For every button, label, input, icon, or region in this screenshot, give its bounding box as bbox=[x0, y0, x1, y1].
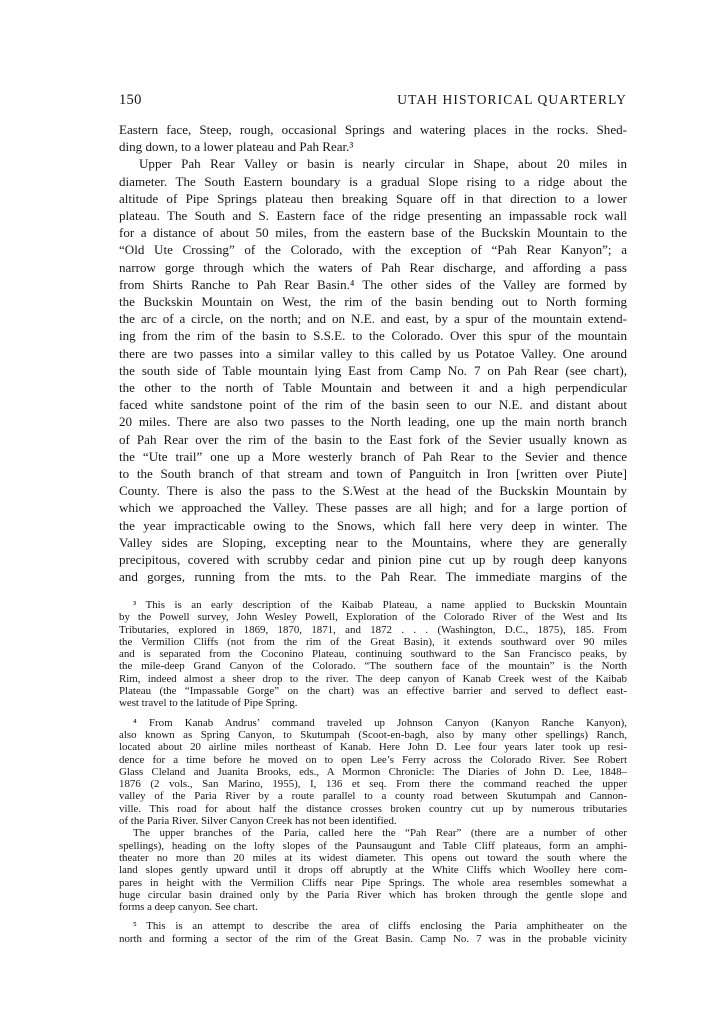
body-line: ding down, to a lower plateau and Pah Rear.³ bbox=[119, 139, 354, 155]
footnote-line: the mile-deep Grand Canyon of the Colorado. “The southern face of the mountain” is the North bbox=[119, 660, 627, 673]
body-line: the Buckskin Mountain on West, the rim of the basin bending out to North forming bbox=[119, 294, 627, 310]
body-line: for a distance of about 50 miles, from the eastern base of the Buckskin Mountain to the bbox=[119, 225, 627, 241]
footnote-line: Rim, indeed almost a sheer drop to the river. The deep canyon of Kanab Creek west of the Kaibab bbox=[119, 672, 627, 685]
footnote-line: 1876 (2 vols., San Marino, 1955), I, 136 et seq. From there the command reached the upper bbox=[119, 778, 627, 791]
footnote-line: theater no more than 20 miles at its widest diameter. This opens out toward the south where the bbox=[119, 851, 627, 864]
body-line: Upper Pah Rear Valley or basin is nearly circular in Shape, about 20 miles in bbox=[139, 156, 627, 172]
body-line: which we approached the Valley. These passes are all high; and for a large portion of bbox=[119, 500, 627, 516]
body-line: there are two passes into a similar valley to this called by us Potatoe Valley. One around bbox=[119, 345, 627, 361]
footnote-line: Tributaries, explored in 1869, 1870, 1871, and 1872 . . . (Washington, D.C., 1875), 185. From bbox=[119, 623, 627, 636]
footnote-line: also known as Spring Canyon, to Skutumpah (Scoot-en-bagh, also by many other spellings) Ranch, bbox=[119, 728, 627, 741]
footnote-3 bbox=[119, 599, 627, 710]
body-line: County. There is also the pass to the S.West at the head of the Buckskin Mountain by bbox=[119, 483, 627, 499]
footnote-line: by the Powell survey, John Wesley Powell, Exploration of the Colorado River of the West and Its bbox=[119, 611, 627, 624]
body-line: “Old Ute Crossing” of the Colorado, with the exception of “Pah Rear Kanyon”; a bbox=[119, 242, 627, 258]
body-line: the “Ute trail” one up a More westerly branch of Pah Rear to the Sevier and thence bbox=[119, 448, 627, 464]
body-line: the other to the north of Table Mountain and between it and a high perpendicular bbox=[119, 380, 627, 396]
body-line: from Shirts Ranche to Pah Rear Basin.⁴ The other sides of the Valley are formed by bbox=[119, 276, 627, 292]
body-line: precipitous, covered with scrubby cedar and pinion pine cut up by rough deep kanyons bbox=[119, 552, 627, 568]
footnote-line: dence for a time before he moved on to open Lee’s Ferry across the Colorado River. See Robert bbox=[119, 753, 627, 766]
footnote-line: ⁵ This is an attempt to describe the area of cliffs enclosing the Paria amphitheater on the bbox=[133, 920, 627, 933]
body-line: to the South branch of that stream and town of Panguitch in Iron [written over Piute] bbox=[119, 466, 627, 482]
footnote-gap bbox=[119, 913, 627, 920]
body-line: the arc of a circle, on the north; and on N.E. and east, by a spur of the mountain extend- bbox=[119, 311, 627, 327]
footnote-line: located about 20 airline miles northeast of Kanab. Here John D. Lee four years later took up resi- bbox=[119, 741, 627, 754]
body-line: ing from the rim of the basin to S.S.E. to the Colorado. Over this spur of the mountain bbox=[119, 328, 627, 344]
body-line: the year impracticable owing to the Snows, which fall here very deep in winter. The bbox=[119, 517, 627, 533]
body-line: plateau. The South and S. Eastern face of the ridge presenting an impassable rock wall bbox=[119, 208, 627, 224]
footnote-line: ville. This road for about half the distance crosses broken country cut up by numerous tributaries bbox=[119, 802, 627, 815]
footnote-line: valley of the Paria River by a route parallel to a county road between Skutumpah and Cannon- bbox=[119, 790, 627, 803]
footnote-4 bbox=[119, 717, 627, 914]
page-number: 150 bbox=[119, 92, 142, 108]
footnote-line: and is separated from the Coconino Plateau, continuing southward to the San Francisco peaks, by bbox=[119, 648, 627, 661]
footnote-line: The upper branches of the Paria, called here the “Pah Rear” (there are a number of other bbox=[133, 827, 627, 840]
body-line: narrow gorge through which the waters of Pah Rear discharge, and affording a pass bbox=[119, 259, 627, 275]
footnote-5 bbox=[119, 920, 627, 945]
footnote-line: of the Paria River. Silver Canyon Creek has not been identified. bbox=[119, 815, 397, 828]
footnote-gap bbox=[119, 710, 627, 717]
footnote-line: pares in height with the Vermilion Cliffs near Pipe Springs. The whole area resembles somewhat a bbox=[119, 876, 627, 889]
body-line: altitude of Pipe Springs plateau then breaking Square off in that direction to a lower bbox=[119, 190, 627, 206]
footnotes bbox=[119, 599, 627, 945]
footnote-line: north and forming a sector of the rim of the Great Basin. Camp No. 7 was in the probable vicinity bbox=[119, 932, 627, 945]
body-line: of Pah Rear over the rim of the basin to the East fork of the Sevier usually known as bbox=[119, 431, 627, 447]
footnote-line: west travel to the latitude of Pipe Spring. bbox=[119, 697, 298, 710]
footnote-line: Glass Cleland and Juanita Brooks, eds., A Mormon Chronicle: The Diaries of John D. Lee, 1848– bbox=[119, 765, 627, 778]
running-head bbox=[119, 92, 627, 112]
body-line: Eastern face, Steep, rough, occasional Springs and watering places in the rocks. Shed- bbox=[119, 122, 627, 137]
body-line: the south side of Table mountain lying East from Camp No. 7 on Pah Rear (see chart), bbox=[119, 362, 627, 378]
footnote-line: ³ This is an early description of the Kaibab Plateau, a name applied to Buckskin Mountain bbox=[133, 599, 627, 611]
body-line: Valley sides are Sloping, excepting near to the Mountains, where they are generally bbox=[119, 534, 627, 550]
body-line: 20 miles. There are also two passes to the North leading, one up the main north branch bbox=[119, 414, 627, 430]
footnote-line: land slopes gently upward until it drops off abruptly at the White Cliffs which Woolley here com- bbox=[119, 864, 627, 877]
main-text bbox=[119, 121, 627, 585]
footnote-line: the Vermilion Cliffs (not from the rim of the Great Basin), it extends southward over 90 miles bbox=[119, 635, 627, 648]
body-line: diameter. The South Eastern boundary is a gradual Slope rising to a ridge about the bbox=[119, 173, 627, 189]
body-line: and gorges, running from the mts. to the Pah Rear. The immediate margins of the bbox=[119, 569, 627, 585]
journal-title: UTAH HISTORICAL QUARTERLY bbox=[397, 92, 627, 107]
footnote-line: ⁴ From Kanab Andrus’ command traveled up Johnson Canyon (Kanyon Ranche Kanyon), bbox=[133, 716, 627, 729]
footnote-line: forms a deep canyon. See chart. bbox=[119, 901, 258, 914]
body-line: faced white sandstone point of the rim of the basin seen to our N.E. and distant about bbox=[119, 397, 627, 413]
footnote-line: Plateau (the “Impassable Gorge” on the chart) was an effective barrier and served to deflect east- bbox=[119, 685, 627, 698]
footnote-line: huge circular basin drained only by the Paria River which has broken through the gentle slope and bbox=[119, 888, 627, 901]
footnote-line: spellings), heading on the lofty slopes of the Paunsaugunt and Table Cliff plateaus, form an amphi- bbox=[119, 839, 627, 852]
